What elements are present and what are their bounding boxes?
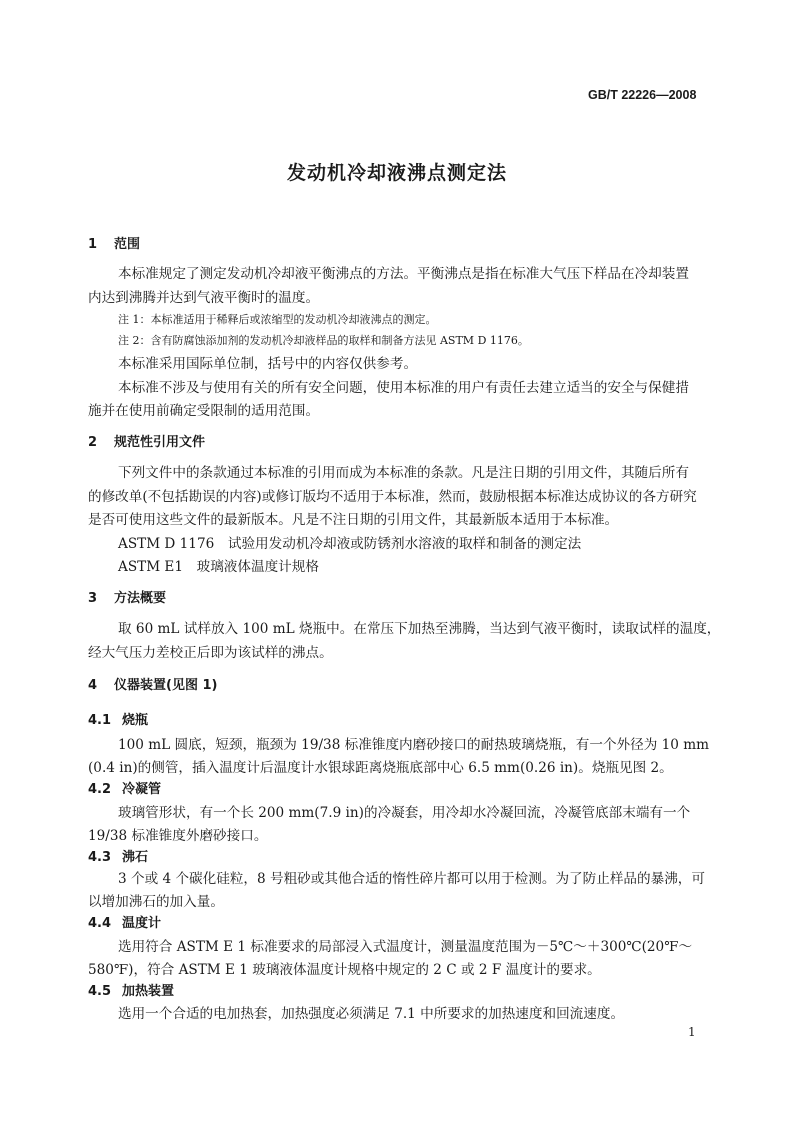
paragraph: 以增加沸石的加入量。: [88, 894, 224, 910]
paragraph: (0.4 in)的侧管，插入温度计后温度计水银球距离烧瓶底部中心 6.5 mm(0.26 in)。烧瓶见图 2。: [88, 760, 673, 776]
section-number: 1: [88, 237, 98, 252]
subsection-title: 冷凝管: [122, 782, 162, 797]
section-title: 方法概要: [114, 591, 167, 606]
subsection-4-3-heading: [88, 846, 148, 865]
subsection-title: 温度计: [122, 916, 162, 931]
paragraph: 下列文件中的条款通过本标准的引用而成为本标准的条款。凡是注日期的引用文件，其随后所有: [118, 465, 689, 481]
paragraph: 经大气压力差校正后即为该试样的沸点。: [88, 645, 333, 661]
paragraph: 选用一个合适的电加热套，加热强度必须满足 7.1 中所要求的加热速度和回流速度。: [118, 1006, 625, 1022]
section-3-heading: [88, 587, 166, 606]
section-number: 3: [88, 591, 98, 606]
section-2-heading: [88, 431, 205, 450]
section-number: 2: [88, 435, 98, 450]
subsection-4-2-heading: [88, 778, 161, 797]
paragraph: 施并在使用前确定受限制的适用范围。: [88, 403, 320, 419]
subsection-title: 加热装置: [122, 984, 175, 999]
subsection-number: 4.2: [88, 782, 112, 797]
reference-item: ASTM E1 玻璃液体温度计规格: [118, 559, 319, 575]
page-number: 1: [688, 1025, 696, 1039]
note: 注 2：含有防腐蚀添加剂的发动机冷却液样品的取样和制备方法见 ASTM D 1176。: [118, 334, 529, 347]
document-title: 发动机冷却液沸点测定法: [286, 162, 507, 184]
subsection-4-4-heading: [88, 912, 161, 931]
subsection-title: 沸石: [122, 850, 149, 865]
section-title: 规范性引用文件: [114, 435, 206, 450]
note: 注 1：本标准适用于稀释后或浓缩型的发动机冷却液沸点的测定。: [118, 313, 437, 326]
paragraph: 3 个或 4 个碳化硅粒，8 号粗砂或其他合适的惰性碎片都可以用于检测。为了防止样品的暴沸，可: [118, 871, 705, 887]
paragraph: 19/38 标准锥度外磨砂接口。: [88, 828, 268, 844]
paragraph: 的修改单(不包括勘误的内容)或修订版均不适用于本标准，然而，鼓励根据本标准达成协议的各方研究: [88, 489, 697, 505]
subsection-number: 4.4: [88, 916, 112, 931]
paragraph: 取 60 mL 试样放入 100 mL 烧瓶中。在常压下加热至沸腾，当达到气液平衡时，读取试样的温度，: [118, 621, 721, 637]
paragraph: 本标准不涉及与使用有关的所有安全问题，使用本标准的用户有责任去建立适当的安全与保健措: [118, 380, 689, 396]
section-1-heading: [88, 233, 140, 252]
subsection-number: 4.1: [88, 713, 112, 728]
paragraph: 本标准采用国际单位制，括号中的内容仅供参考。: [118, 356, 418, 372]
subsection-4-1-heading: [88, 709, 148, 728]
subsection-number: 4.3: [88, 850, 112, 865]
paragraph: 是否可使用这些文件的最新版本。凡是不注日期的引用文件，其最新版本适用于本标准。: [88, 512, 619, 528]
subsection-number: 4.5: [88, 984, 112, 999]
paragraph: 玻璃管形状，有一个长 200 mm(7.9 in)的冷凝套，用冷却水冷凝回流，冷凝管底部末端有一个: [118, 805, 691, 821]
paragraph: 100 mL 圆底，短颈，瓶颈为 19/38 标准锥度内磨砂接口的耐热玻璃烧瓶，有一个外径为 10 mm: [118, 737, 710, 753]
subsection-4-5-heading: [88, 980, 174, 999]
paragraph: 内达到沸腾并达到气液平衡时的温度。: [88, 290, 320, 306]
section-title: 仪器装置(见图 1): [114, 678, 218, 693]
standard-code: GB/T 22226—2008: [588, 88, 697, 102]
reference-item: ASTM D 1176 试验用发动机冷却液或防锈剂水溶液的取样和制备的测定法: [118, 536, 582, 552]
subsection-title: 烧瓶: [122, 713, 149, 728]
paragraph: 580℉)，符合 ASTM E 1 玻璃液体温度计规格中规定的 2 C 或 2 F 温度计的要求。: [88, 962, 601, 978]
section-number: 4: [88, 678, 98, 693]
paragraph: 选用符合 ASTM E 1 标准要求的局部浸入式温度计，测量温度范围为－5℃～＋300℃(20℉～: [118, 939, 693, 955]
section-4-heading: [88, 674, 217, 693]
paragraph: 本标准规定了测定发动机冷却液平衡沸点的方法。平衡沸点是指在标准大气压下样品在冷却装置: [118, 266, 689, 282]
section-title: 范围: [114, 237, 141, 252]
